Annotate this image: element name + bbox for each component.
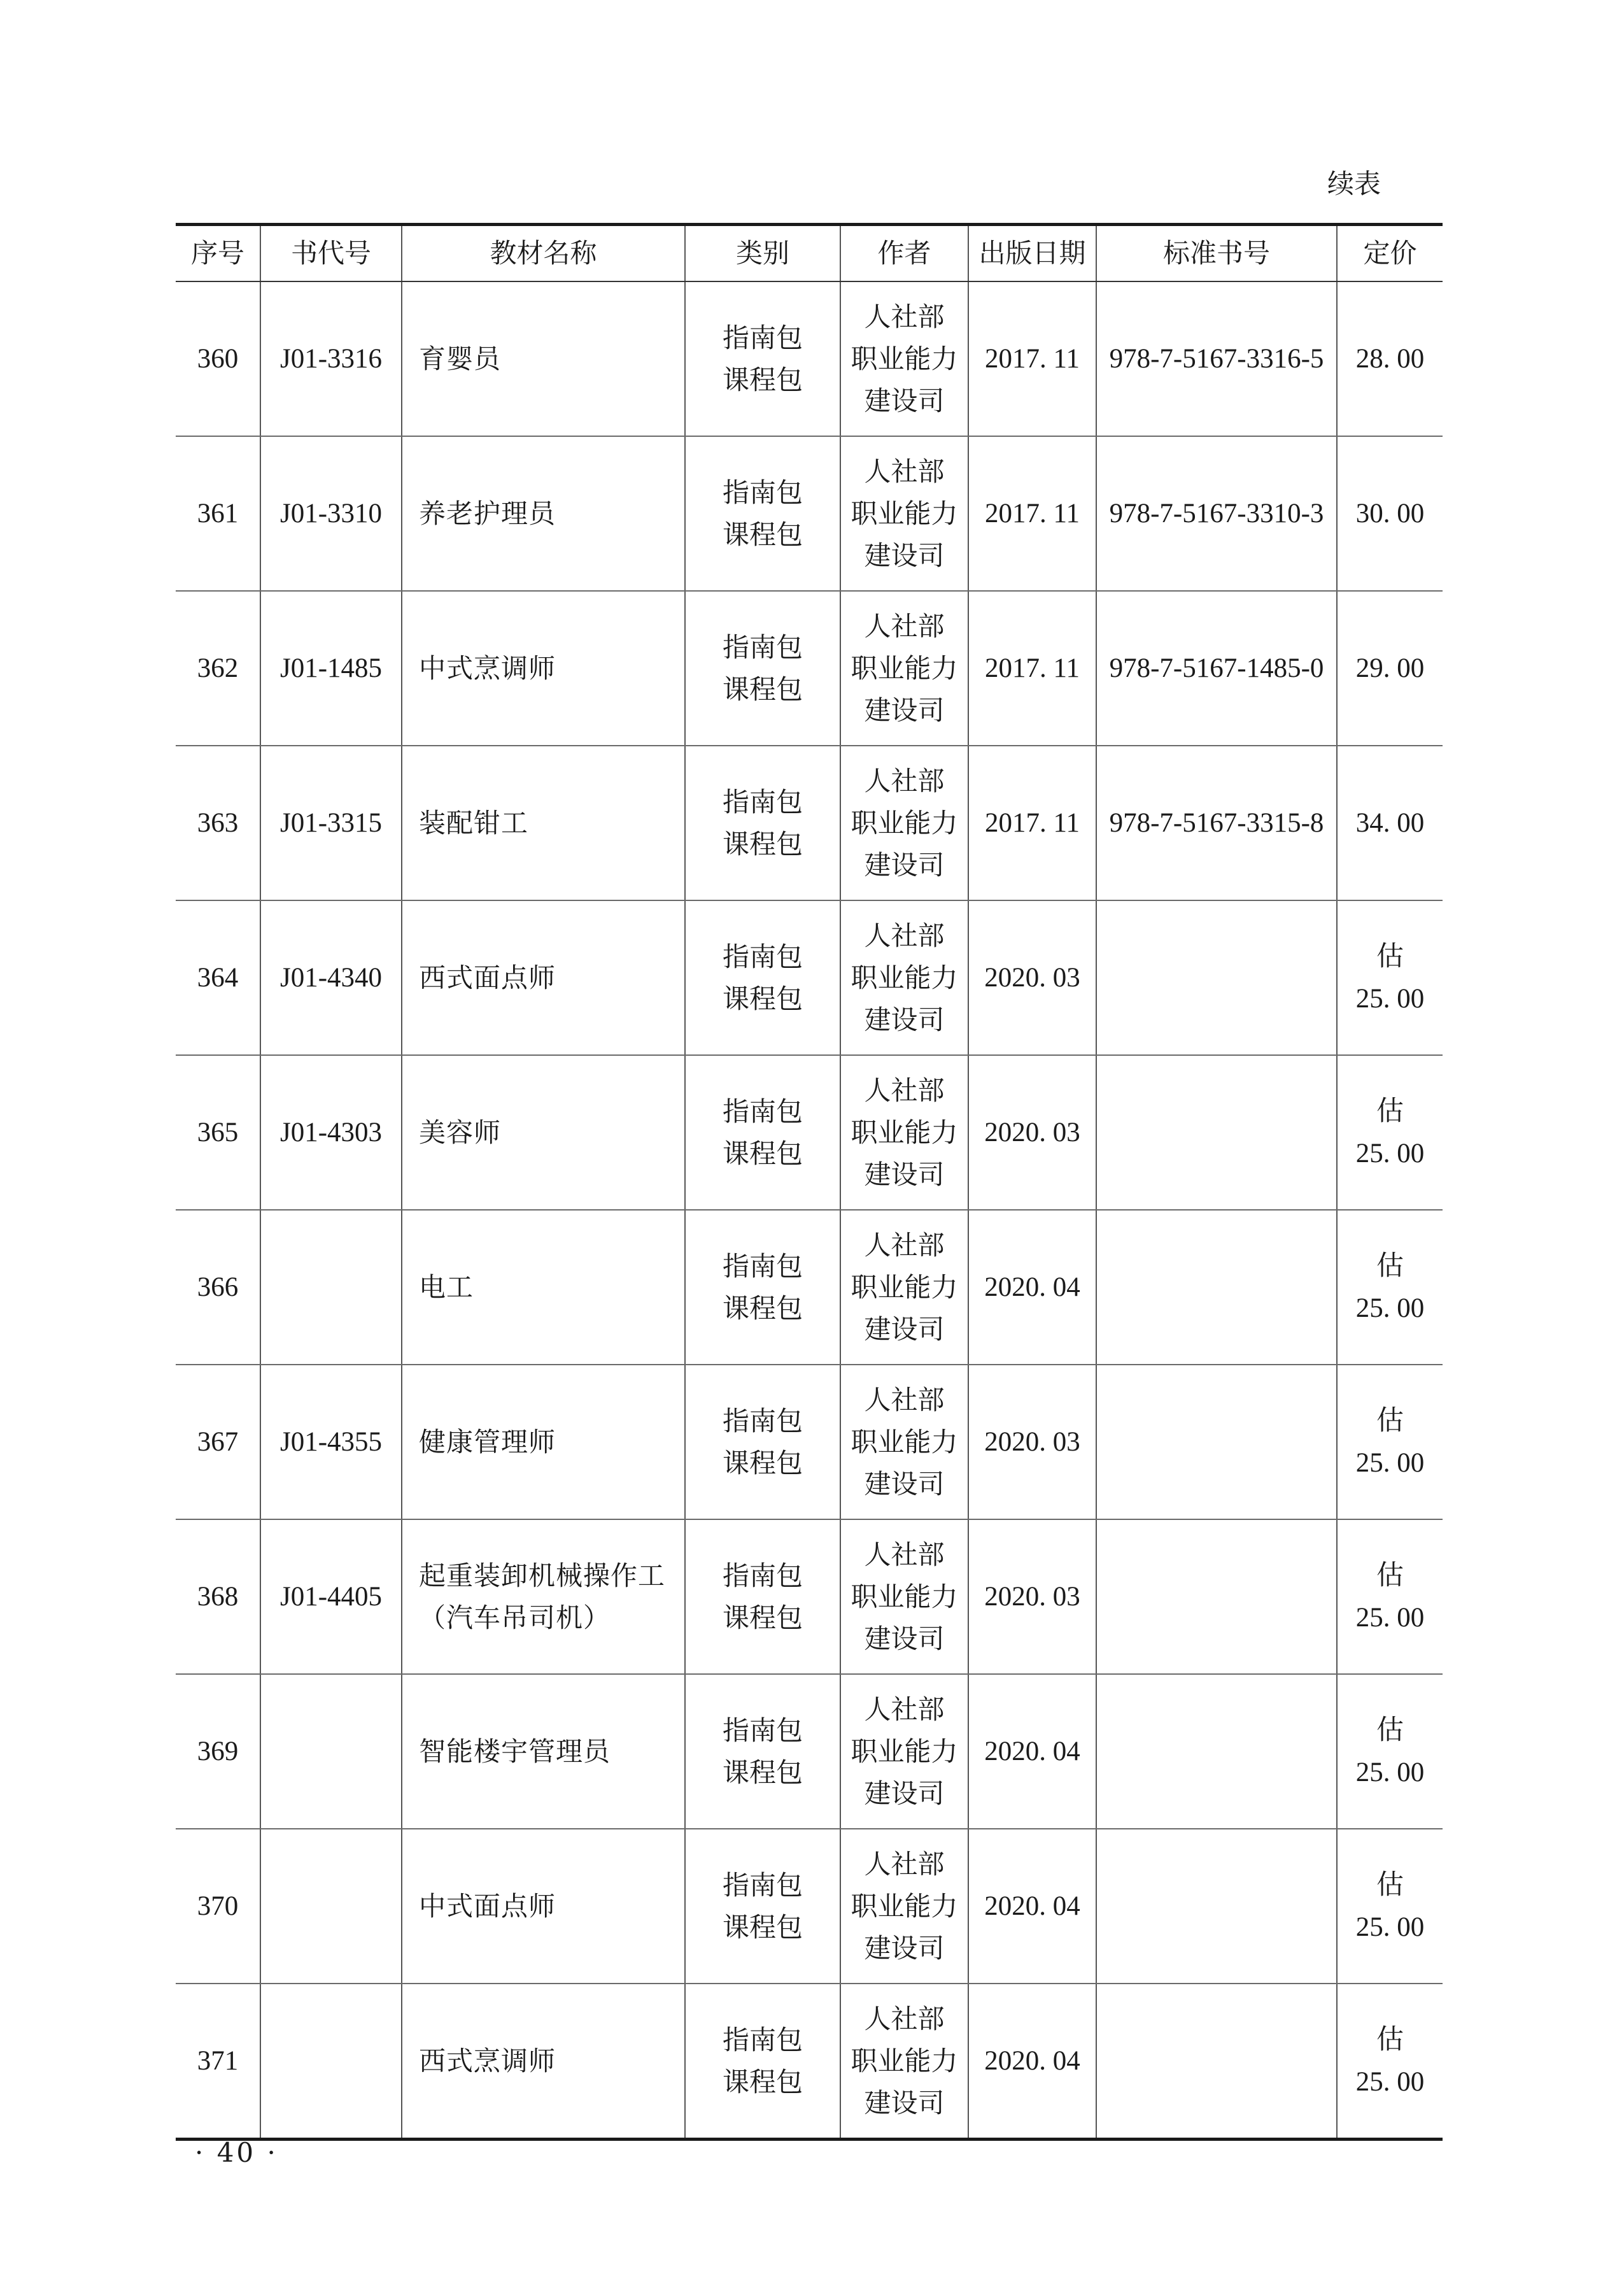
price-line: 估 (1376, 2024, 1404, 2055)
table-row (176, 436, 1443, 591)
cell-category (685, 1519, 840, 1674)
cell-isbn (1096, 1674, 1337, 1829)
author-line: 职业能力 (851, 962, 958, 993)
cell-seq: 371 (176, 1984, 260, 2140)
author-line: 人社部 (864, 1229, 945, 1261)
name-line: 起重装卸机械操作工 (419, 1559, 666, 1591)
cell-category (685, 1829, 840, 1984)
table-row (176, 281, 1443, 436)
cell-price (1337, 1365, 1443, 1519)
cell-seq: 369 (176, 1674, 260, 1829)
column-header-date: 出版日期 (968, 225, 1096, 282)
cell-price (1337, 1055, 1443, 1210)
name-line: 养老护理员 (419, 497, 556, 529)
cell-name (402, 436, 685, 591)
price-line: 29. 00 (1355, 653, 1425, 683)
category-line: 课程包 (722, 673, 803, 705)
price-line: 28. 00 (1355, 343, 1425, 374)
cell-isbn (1096, 900, 1337, 1055)
name-line: 电工 (419, 1271, 474, 1303)
author-line: 人社部 (864, 2003, 945, 2034)
author-line: 建设司 (864, 1313, 945, 1345)
author-line: 职业能力 (851, 807, 958, 839)
name-line: 健康管理师 (419, 1426, 556, 1458)
cell-date: 2020. 04 (968, 1674, 1096, 1829)
price-line: 估 (1376, 1405, 1404, 1436)
cell-isbn: 978-7-5167-3316-5 (1096, 281, 1337, 436)
name-line: 美容师 (419, 1116, 502, 1148)
price-line: 30. 00 (1355, 498, 1425, 529)
price-line: 25. 00 (1355, 1912, 1425, 1942)
author-line: 人社部 (864, 765, 945, 797)
author-line: 人社部 (864, 301, 945, 332)
author-line: 人社部 (864, 1538, 945, 1570)
author-line: 人社部 (864, 1848, 945, 1880)
column-header-seq: 序号 (176, 225, 260, 282)
column-header-category: 类别 (685, 225, 840, 282)
cell-code (260, 1674, 402, 1829)
cell-seq: 367 (176, 1365, 260, 1519)
author-line: 职业能力 (851, 2045, 958, 2077)
cell-code: J01-4340 (260, 900, 402, 1055)
author-line: 人社部 (864, 455, 945, 487)
cell-name (402, 1519, 685, 1674)
price-line: 25. 00 (1355, 983, 1425, 1014)
cell-author (840, 1829, 968, 1984)
category-line: 课程包 (722, 828, 803, 860)
table-row (176, 746, 1443, 900)
cell-code: J01-1485 (260, 591, 402, 746)
table-body (176, 281, 1443, 2140)
name-line: 中式面点师 (419, 1890, 556, 1922)
category-line: 指南包 (722, 1095, 803, 1127)
author-line: 建设司 (864, 385, 945, 416)
table-row (176, 1984, 1443, 2140)
cell-isbn (1096, 1210, 1337, 1365)
cell-seq: 368 (176, 1519, 260, 1674)
category-line: 指南包 (722, 1714, 803, 1746)
author-line: 职业能力 (851, 1426, 958, 1458)
cell-date: 2020. 04 (968, 1829, 1096, 1984)
table-header-row (176, 225, 1443, 282)
table-row (176, 1829, 1443, 1984)
cell-price (1337, 1519, 1443, 1674)
author-line: 建设司 (864, 849, 945, 881)
name-line: 中式烹调师 (419, 652, 556, 684)
author-line: 职业能力 (851, 652, 958, 684)
category-line: 课程包 (722, 2066, 803, 2098)
cell-name (402, 900, 685, 1055)
cell-date: 2020. 03 (968, 1365, 1096, 1519)
cell-code: J01-4405 (260, 1519, 402, 1674)
cell-code: J01-4303 (260, 1055, 402, 1210)
cell-category (685, 1984, 840, 2140)
cell-isbn (1096, 1984, 1337, 2140)
cell-seq: 363 (176, 746, 260, 900)
category-line: 课程包 (722, 983, 803, 1014)
price-line: 估 (1376, 1715, 1404, 1745)
author-line: 建设司 (864, 1468, 945, 1500)
price-line: 估 (1376, 1251, 1404, 1281)
cell-seq: 361 (176, 436, 260, 591)
author-line: 人社部 (864, 1384, 945, 1416)
price-line: 25. 00 (1355, 1757, 1425, 1787)
cell-category (685, 591, 840, 746)
cell-author (840, 1055, 968, 1210)
cell-author (840, 281, 968, 436)
author-line: 职业能力 (851, 497, 958, 529)
cell-name (402, 1984, 685, 2140)
cell-date: 2020. 03 (968, 900, 1096, 1055)
column-header-code: 书代号 (260, 225, 402, 282)
category-line: 课程包 (722, 1601, 803, 1633)
cell-name (402, 1829, 685, 1984)
cell-category (685, 900, 840, 1055)
price-line: 估 (1376, 941, 1404, 972)
author-line: 建设司 (864, 1004, 945, 1035)
cell-date: 2020. 04 (968, 1984, 1096, 2140)
author-line: 建设司 (864, 539, 945, 571)
cell-seq: 364 (176, 900, 260, 1055)
category-line: 课程包 (722, 364, 803, 395)
cell-code (260, 1829, 402, 1984)
cell-price (1337, 1984, 1443, 2140)
author-line: 职业能力 (851, 343, 958, 374)
author-line: 建设司 (864, 694, 945, 726)
category-line: 指南包 (722, 941, 803, 972)
author-line: 职业能力 (851, 1890, 958, 1922)
price-line: 25. 00 (1355, 1138, 1425, 1168)
author-line: 建设司 (864, 2087, 945, 2119)
textbook-catalog-table (176, 223, 1443, 2141)
cell-seq: 362 (176, 591, 260, 746)
cell-author (840, 1519, 968, 1674)
cell-price (1337, 1210, 1443, 1365)
table-row (176, 591, 1443, 746)
author-line: 职业能力 (851, 1271, 958, 1303)
cell-author (840, 1984, 968, 2140)
cell-isbn: 978-7-5167-3310-3 (1096, 436, 1337, 591)
price-line: 估 (1376, 1870, 1404, 1900)
cell-author (840, 1674, 968, 1829)
cell-category (685, 1055, 840, 1210)
cell-category (685, 746, 840, 900)
cell-category (685, 1210, 840, 1365)
cell-name (402, 1365, 685, 1519)
cell-name (402, 1674, 685, 1829)
price-line: 25. 00 (1355, 1602, 1425, 1633)
cell-isbn (1096, 1519, 1337, 1674)
cell-isbn (1096, 1829, 1337, 1984)
cell-price (1337, 900, 1443, 1055)
cell-isbn (1096, 1365, 1337, 1519)
author-line: 职业能力 (851, 1580, 958, 1612)
cell-seq: 365 (176, 1055, 260, 1210)
table-row (176, 1055, 1443, 1210)
category-line: 指南包 (722, 1869, 803, 1901)
cell-category (685, 436, 840, 591)
cell-date: 2017. 11 (968, 436, 1096, 591)
category-line: 指南包 (722, 786, 803, 818)
cell-price (1337, 746, 1443, 900)
cell-date: 2020. 03 (968, 1519, 1096, 1674)
cell-price (1337, 281, 1443, 436)
cell-price (1337, 436, 1443, 591)
cell-author (840, 591, 968, 746)
category-line: 指南包 (722, 631, 803, 663)
column-header-isbn: 标准书号 (1096, 225, 1337, 282)
author-line: 建设司 (864, 1158, 945, 1190)
category-line: 课程包 (722, 1447, 803, 1479)
author-line: 人社部 (864, 1693, 945, 1725)
category-line: 课程包 (722, 1137, 803, 1169)
table-row (176, 1674, 1443, 1829)
cell-seq: 370 (176, 1829, 260, 1984)
price-line: 估 (1376, 1096, 1404, 1126)
price-line: 25. 00 (1355, 1293, 1425, 1323)
name-line: 西式烹调师 (419, 2045, 556, 2077)
category-line: 课程包 (722, 1292, 803, 1324)
author-line: 建设司 (864, 1622, 945, 1654)
author-line: 建设司 (864, 1777, 945, 1809)
cell-author (840, 746, 968, 900)
price-line: 估 (1376, 1560, 1404, 1591)
name-line: 西式面点师 (419, 962, 556, 993)
cell-date: 2017. 11 (968, 591, 1096, 746)
price-line: 34. 00 (1355, 807, 1425, 838)
cell-author (840, 436, 968, 591)
cell-price (1337, 1829, 1443, 1984)
category-line: 指南包 (722, 2024, 803, 2055)
cell-name (402, 591, 685, 746)
category-line: 指南包 (722, 1405, 803, 1437)
cell-price (1337, 1674, 1443, 1829)
price-line: 25. 00 (1355, 2066, 1425, 2097)
author-line: 建设司 (864, 1932, 945, 1964)
name-line: 智能楼宇管理员 (419, 1735, 611, 1767)
column-header-price: 定价 (1337, 225, 1443, 282)
cell-author (840, 900, 968, 1055)
category-line: 指南包 (722, 476, 803, 508)
cell-seq: 366 (176, 1210, 260, 1365)
price-line: 25. 00 (1355, 1447, 1425, 1478)
cell-name (402, 1055, 685, 1210)
category-line: 课程包 (722, 1911, 803, 1943)
table-row (176, 1365, 1443, 1519)
cell-name (402, 746, 685, 900)
name-line: （汽车吊司机） (419, 1601, 611, 1633)
cell-code: J01-4355 (260, 1365, 402, 1519)
cell-code (260, 1210, 402, 1365)
cell-name (402, 281, 685, 436)
column-header-author: 作者 (840, 225, 968, 282)
cell-code: J01-3315 (260, 746, 402, 900)
cell-date: 2020. 04 (968, 1210, 1096, 1365)
cell-seq: 360 (176, 281, 260, 436)
cell-date: 2017. 11 (968, 746, 1096, 900)
author-line: 职业能力 (851, 1116, 958, 1148)
name-line: 装配钳工 (419, 807, 529, 839)
cell-name (402, 1210, 685, 1365)
cell-author (840, 1365, 968, 1519)
cell-category (685, 281, 840, 436)
cell-price (1337, 591, 1443, 746)
category-line: 指南包 (722, 1250, 803, 1282)
column-header-name: 教材名称 (402, 225, 685, 282)
name-line: 育婴员 (419, 343, 502, 374)
cell-author (840, 1210, 968, 1365)
category-line: 指南包 (722, 1559, 803, 1591)
cell-date: 2017. 11 (968, 281, 1096, 436)
continued-label: 续表 (1327, 168, 1381, 199)
cell-isbn: 978-7-5167-1485-0 (1096, 591, 1337, 746)
author-line: 人社部 (864, 610, 945, 642)
table-row (176, 900, 1443, 1055)
author-line: 人社部 (864, 919, 945, 951)
category-line: 课程包 (722, 1756, 803, 1788)
cell-code (260, 1984, 402, 2140)
category-line: 课程包 (722, 518, 803, 550)
cell-code: J01-3310 (260, 436, 402, 591)
page-number: · 40 · (195, 2137, 278, 2168)
table-row (176, 1519, 1443, 1674)
cell-isbn: 978-7-5167-3315-8 (1096, 746, 1337, 900)
author-line: 职业能力 (851, 1735, 958, 1767)
cell-isbn (1096, 1055, 1337, 1210)
category-line: 指南包 (722, 322, 803, 353)
author-line: 人社部 (864, 1074, 945, 1106)
cell-category (685, 1674, 840, 1829)
table-row (176, 1210, 1443, 1365)
cell-date: 2020. 03 (968, 1055, 1096, 1210)
cell-code: J01-3316 (260, 281, 402, 436)
cell-category (685, 1365, 840, 1519)
